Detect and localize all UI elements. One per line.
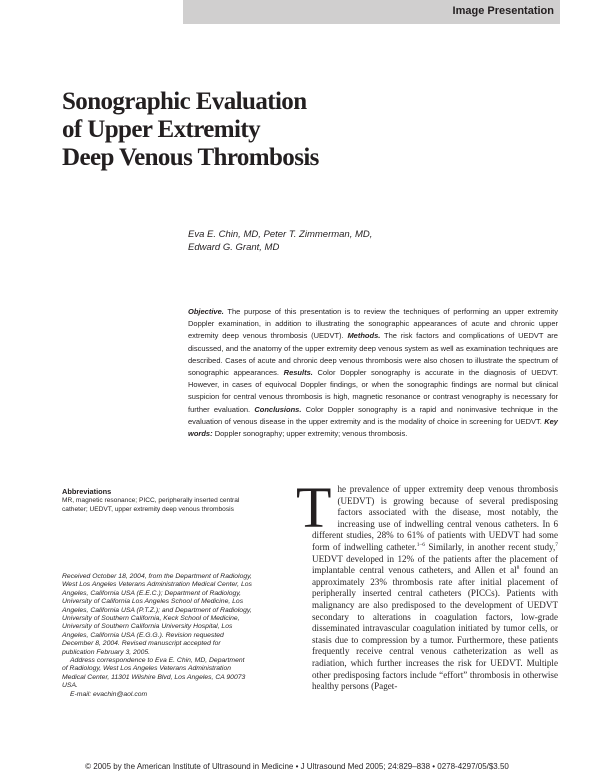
drop-cap: T <box>296 475 332 540</box>
abstract-keywords-heading: Key words: <box>188 416 558 439</box>
abstract-conclusions-heading: Conclusions. <box>254 404 302 414</box>
abstract-methods-heading: Methods. <box>347 331 381 341</box>
abbreviations-box <box>62 488 248 514</box>
citation-ref: 7 <box>555 541 559 548</box>
abstract-results-text: Color Doppler sonography is accurate in the diagnosis of UEDVT. However, in cases of equivocal Doppler findings, or when the sonographic findings are normal but clinical suspicion for central venous thrombosis is high, magnetic resonance or contrast venography is necessary for further evaluation. <box>188 368 558 414</box>
body-text <box>296 475 559 693</box>
body-part: he prevalence of upper extremity deep venous thrombosis (UEDVT) is growing because of several predisposing factors associated with the disease, most notably, the increasing use of indwelling central venous catheters. In 6 different studies, 28% to 61% of patients with UEDVT had some form of indwelling catheter. <box>312 484 558 552</box>
abbreviations-text: MR, magnetic resonance; PICC, peripherally inserted central catheter; UEDVT, upper extremity deep venous thrombosis <box>62 497 240 513</box>
abstract-keywords-text: Doppler sonography; upper extremity; venous thrombosis. <box>214 429 408 439</box>
title-line: of Upper Extremity <box>62 116 260 143</box>
body-part: found an approximately 23% thrombosis rate after initial placement of peripherally inserted central catheters (PICCs). Patients with malignancy are also predisposed to the development of UEDVT secondary to alterations in coagulation factors, low-grade disseminated intravascular coagulation initiated by tumor cells, or stasis due to compression by a tumor. Furthermore, these patients frequently receive central venous catheterization as well as radiation, which further increases the risk for UEDVT. Multiple other predisposing factors include “effort” thrombosis in otherwise healthy persons (Paget- <box>312 565 558 692</box>
correspondence-address: Address correspondence to Eva E. Chin, MD, Department of Radiology, West Los Angeles Veterans Administration Medical Center, 11301 Wilshire Blvd, Los Angeles, CA 90073 USA. <box>62 657 246 690</box>
citation-ref: 8 <box>516 565 520 572</box>
page-footer: © 2005 by the American Institute of Ultrasound in Medicine • J Ultrasound Med 2005; 24:829–838 • 0278-4297/05/$3.50 <box>85 762 509 771</box>
title-line: Deep Venous Thrombosis <box>62 144 319 171</box>
correspondence-email: E-mail: evachin@aol.com <box>70 690 148 698</box>
received-note <box>62 573 252 699</box>
body-part: Similarly, in another recent study, <box>425 541 556 552</box>
received-affiliations: Received October 18, 2004, from the Department of Radiology, West Los Angeles Veterans Administration Medical Center, Los Angeles, California USA (E.E.C.); Department of Radiology, University of California Los Angeles School of Medicine, Los Angeles, California USA (P.T.Z.); and Department of Radiology, University of Southern California, Keck School of Medicine, University of Southern California University Hospital, Los Angeles, California USA (E.G.G.). Revision requested December 8, 2004. Revised manuscript accepted for publication February 3, 2005. <box>62 573 252 656</box>
author-line: Eva E. Chin, MD, Peter T. Zimmerman, MD, <box>188 229 373 240</box>
abstract-results-heading: Results. <box>283 368 313 378</box>
abstract-objective-heading: Objective. <box>188 307 224 316</box>
author-line: Edward G. Grant, MD <box>188 242 280 253</box>
abstract-conclusions-text: Color Doppler sonography is a rapid and noninvasive technique in the evaluation of venous disease in the upper extremity and is the modality of choice in screening for UEDVT. <box>188 404 558 426</box>
section-header-bar <box>183 0 560 24</box>
abbreviations-heading: Abbreviations <box>62 487 112 496</box>
citation-ref: 1–6 <box>416 541 426 548</box>
body-part: UEDVT developed in 12% of the patients after the placement of implantable central venous catheters, and Allen et al <box>312 553 558 576</box>
abstract-methods-text: The risk factors and complications of UEDVT are discussed, and the anatomy of the upper extremity deep venous system as well as examination techniques are described. Cases of acute and chronic deep venous thrombosis were also chosen to illustrate the spectrum of sonographic appearances. <box>188 331 558 378</box>
author-list <box>188 228 372 254</box>
abstract-objective-text: The purpose of this presentation is to review the techniques of performing an upper extremity Doppler examination, in addition to illustrating the sonographic appearances of acute and chronic upper extremity deep venous thrombosis (UEDVT). <box>188 307 558 341</box>
article-title <box>62 88 422 172</box>
title-line: Sonographic Evaluation <box>62 88 307 115</box>
section-label: Image Presentation <box>452 5 554 17</box>
abstract <box>188 306 558 440</box>
